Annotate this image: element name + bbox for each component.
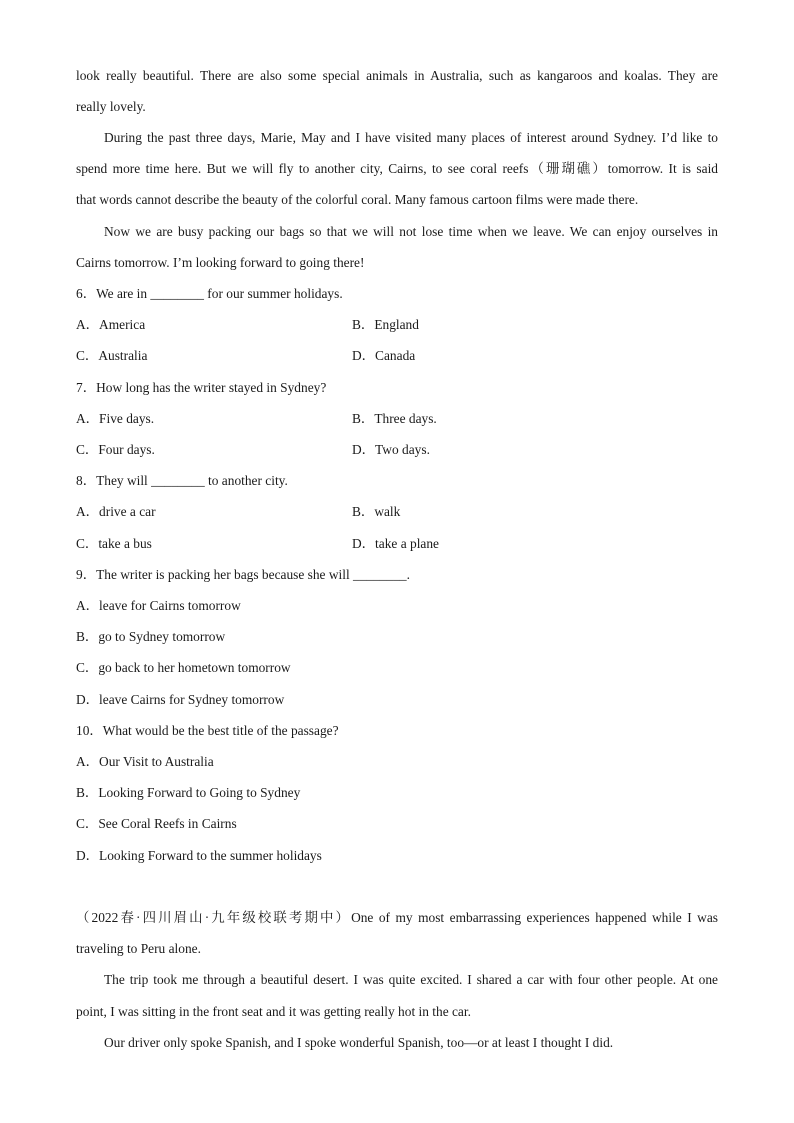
option-d: D．Canada — [352, 348, 416, 363]
passage-line: （2022春·四川眉山·九年级校联考期中）One of my most embarrassing experiences happened while I was — [76, 910, 718, 925]
option-a: A．Five days. — [76, 411, 155, 426]
option-d: D．Two days. — [352, 442, 430, 457]
option-c: C．Australia — [76, 348, 148, 363]
option-a: A．America — [76, 317, 146, 332]
option-d: D．take a plane — [352, 536, 439, 551]
option-b: B．walk — [352, 504, 401, 519]
question-stem: 7．How long has the writer stayed in Sydney? — [76, 380, 327, 395]
passage-line: Now we are busy packing our bags so that we will not lose time when we leave. We can enjoy ourselves in — [104, 224, 718, 239]
passage-line: really lovely. — [76, 99, 146, 114]
option-b: B．Looking Forward to Going to Sydney — [76, 785, 301, 800]
passage-line: During the past three days, Marie, May and I have visited many places of interest around Sydney. I’d like to — [104, 130, 718, 145]
option-d: D．leave Cairns for Sydney tomorrow — [76, 692, 285, 707]
option-c: C．See Coral Reefs in Cairns — [76, 816, 237, 831]
option-b: B．Three days. — [352, 411, 437, 426]
passage-line: spend more time here. But we will fly to another city, Cairns, to see coral reefs（珊瑚礁）tomorrow. It is said — [76, 161, 718, 176]
option-a: A．leave for Cairns tomorrow — [76, 598, 241, 613]
option-c: C．go back to her hometown tomorrow — [76, 660, 291, 675]
passage-line: point, I was sitting in the front seat and it was getting really hot in the car. — [76, 1004, 471, 1019]
passage-line: look really beautiful. There are also some special animals in Australia, such as kangaroos and koalas. They are — [76, 68, 718, 83]
passage-line: The trip took me through a beautiful desert. I was quite excited. I shared a car with four other people. At one — [104, 972, 718, 987]
passage-line: that words cannot describe the beauty of the colorful coral. Many famous cartoon films were made there. — [76, 192, 639, 207]
option-d: D．Looking Forward to the summer holidays — [76, 848, 322, 863]
option-a: A．drive a car — [76, 504, 156, 519]
option-a: A．Our Visit to Australia — [76, 754, 214, 769]
option-c: C．take a bus — [76, 536, 152, 551]
option-c: C．Four days. — [76, 442, 155, 457]
option-b: B．England — [352, 317, 419, 332]
question-stem: 6．We are in ________ for our summer holidays. — [76, 286, 343, 301]
question-stem: 10．What would be the best title of the passage? — [76, 723, 339, 738]
question-stem: 9．The writer is packing her bags because she will ________. — [76, 567, 410, 582]
passage-line: Our driver only spoke Spanish, and I spoke wonderful Spanish, too—or at least I thought I did. — [104, 1035, 614, 1050]
question-stem: 8．They will ________ to another city. — [76, 473, 288, 488]
passage-line: Cairns tomorrow. I’m looking forward to going there! — [76, 255, 365, 270]
option-b: B．go to Sydney tomorrow — [76, 629, 226, 644]
passage-line: traveling to Peru alone. — [76, 941, 201, 956]
